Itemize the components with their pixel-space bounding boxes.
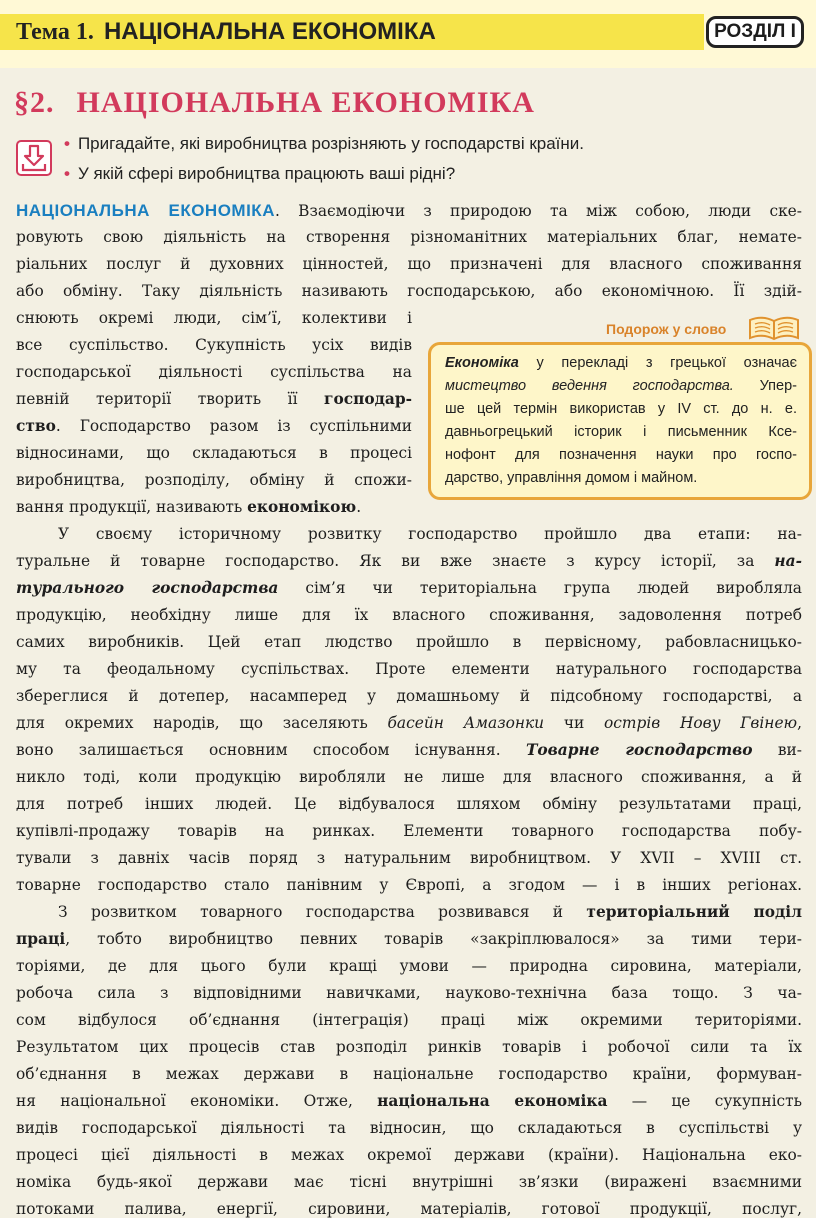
body-line: все суспільство. Сукупність усіх видів (16, 336, 412, 354)
body-line: самих виробників. Цей етап людство пройшло в первісному, рабовласницько- (16, 633, 802, 651)
body-line: товарне господарство стало панівним у Європі, а згодом — і в інших регіонах. (16, 876, 802, 894)
body-line: певній території творить її господар- (16, 390, 412, 408)
body-line: або обміну. Таку діяльність називають господарською, або економічною. Її здій- (16, 282, 802, 300)
body-line: видів господарської діяльності та відносин, що складаються в суспільстві у (16, 1119, 802, 1137)
body-line: ство. Господарство разом із суспільними (16, 417, 412, 435)
body-line: никло тоді, коли продукцію виробляли не лише для власного споживання, а й (16, 768, 802, 786)
body-line: Результатом цих процесів став розподіл ринків товарів і робочої сили та їх (16, 1038, 802, 1056)
body-line: вання продукції, називають економікою. (16, 498, 362, 516)
recall-question-2: • У якій сфері виробництва працюють ваші рідні? (64, 164, 456, 183)
body-line: праці, тобто виробництво певних товарів «закріплювалося» за тими тери- (16, 930, 802, 948)
body-line: об’єднання в межах держави в національне господарство країни, формуван- (16, 1065, 802, 1083)
topic-name: НАЦІОНАЛЬНА ЕКОНОМІКА (103, 18, 436, 45)
body-line: торіями, де для цього були кращі умови — природна сировина, матеріали, (16, 957, 802, 975)
body-line: для потреб інших людей. Це відбувалося шляхом обміну результатами праці, (16, 795, 802, 813)
body-line: снюють окремі люди, сім’ї, колективи і (16, 309, 412, 327)
body-line: З розвитком товарного господарства розвивався й територіальний поділ (58, 903, 803, 921)
body-line: туральне й товарне господарство. Як ви вже знаєте з курсу історії, за на- (16, 552, 802, 570)
paragraph-title (14, 86, 535, 120)
body-line: відносинами, що складаються в процесі (16, 444, 412, 462)
body-line: для окремих народів, що заселяють басейн Амазонки чи острів Нову Гвінею, (16, 714, 803, 732)
page-header (0, 0, 816, 68)
body-line: турального господарства сім’я чи територіальна група людей виробляла (16, 579, 802, 597)
recall-icon (16, 140, 52, 176)
body-line: НАЦІОНАЛЬНА ЕКОНОМІКА. Взаємодіючи з природою та між собою, люди ске- (16, 201, 802, 220)
word-journey-box (428, 342, 812, 500)
body-line: У своєму історичному розвитку господарство пройшло два етапи: на- (58, 525, 802, 543)
sidebar-line: мистецтво ведення господарства. Упер- (445, 378, 797, 394)
body-line: сом відбулося об’єднання (інтеграція) праці між окремими територіями. (16, 1011, 802, 1029)
body-line: процесі цієї діяльності в межах окремої держави (країни). Національна еко- (16, 1146, 802, 1164)
sidebar-line: Економіка у перекладі з грецької означає (445, 355, 797, 371)
body-line: робоча сила з відповідними навичками, науково-технічна база тощо. З ча- (16, 984, 802, 1002)
body-line: виробництва, розподілу, обміну й спожи- (16, 471, 412, 489)
paragraph-number: §2. (14, 86, 55, 119)
body-line: збереглися й дотепер, насамперед у домашньому й підсобному господарстві, а (16, 687, 802, 705)
sidebar-line: ше цей термін використав у IV ст. до н. е. (445, 401, 797, 417)
topic-title (16, 18, 436, 46)
topic-label: Тема 1. (16, 19, 94, 45)
body-line: номіка будь-якої держави має тісні внутрішні зв’язки (виражені взаємними (16, 1173, 802, 1191)
body-line: ня національної економіки. Отже, національна економіка — це сукупність (16, 1092, 803, 1110)
body-line: воно залишається основним способом існування. Товарне господарство ви- (16, 741, 802, 759)
body-line: ріальних послуг й духовних цінностей, що призначені для власного споживання (16, 255, 802, 273)
body-line: ровують свою діяльність на створення різноманітних матеріальних благ, немате- (16, 228, 802, 246)
body-line: продукцію, необхідну лише для їх власного споживання, задоволення потреб (16, 606, 802, 624)
sidebar-label: Подорож у слово (606, 321, 727, 337)
sidebar-line: нофонт для позначення науки про госпо- (445, 447, 797, 463)
sidebar-line: давньогрецький історик і письменник Ксе- (445, 424, 797, 440)
section-tab: РОЗДІЛ І (706, 16, 804, 48)
body-line: тували з давніх часів поряд з натуральним виробництвом. У XVII – XVIII ст. (16, 849, 802, 867)
body-line: му та феодальному суспільствах. Проте елементи натурального господарства (16, 660, 802, 678)
paragraph-name: НАЦІОНАЛЬНА ЕКОНОМІКА (76, 86, 535, 119)
sidebar-line: дарство, управління домом і майном. (445, 470, 698, 486)
body-line: купівлі-продажу товарів на ринках. Елементи товарного господарства побу- (16, 822, 802, 840)
open-book-icon (746, 314, 802, 342)
recall-question-1: • Пригадайте, які виробництва розрізняють у господарстві країни. (64, 134, 585, 153)
body-line: потоками палива, енергії, сировини, матеріалів, готової продукції, послуг, (16, 1200, 802, 1218)
body-line: господарської діяльності суспільства на (16, 363, 412, 381)
